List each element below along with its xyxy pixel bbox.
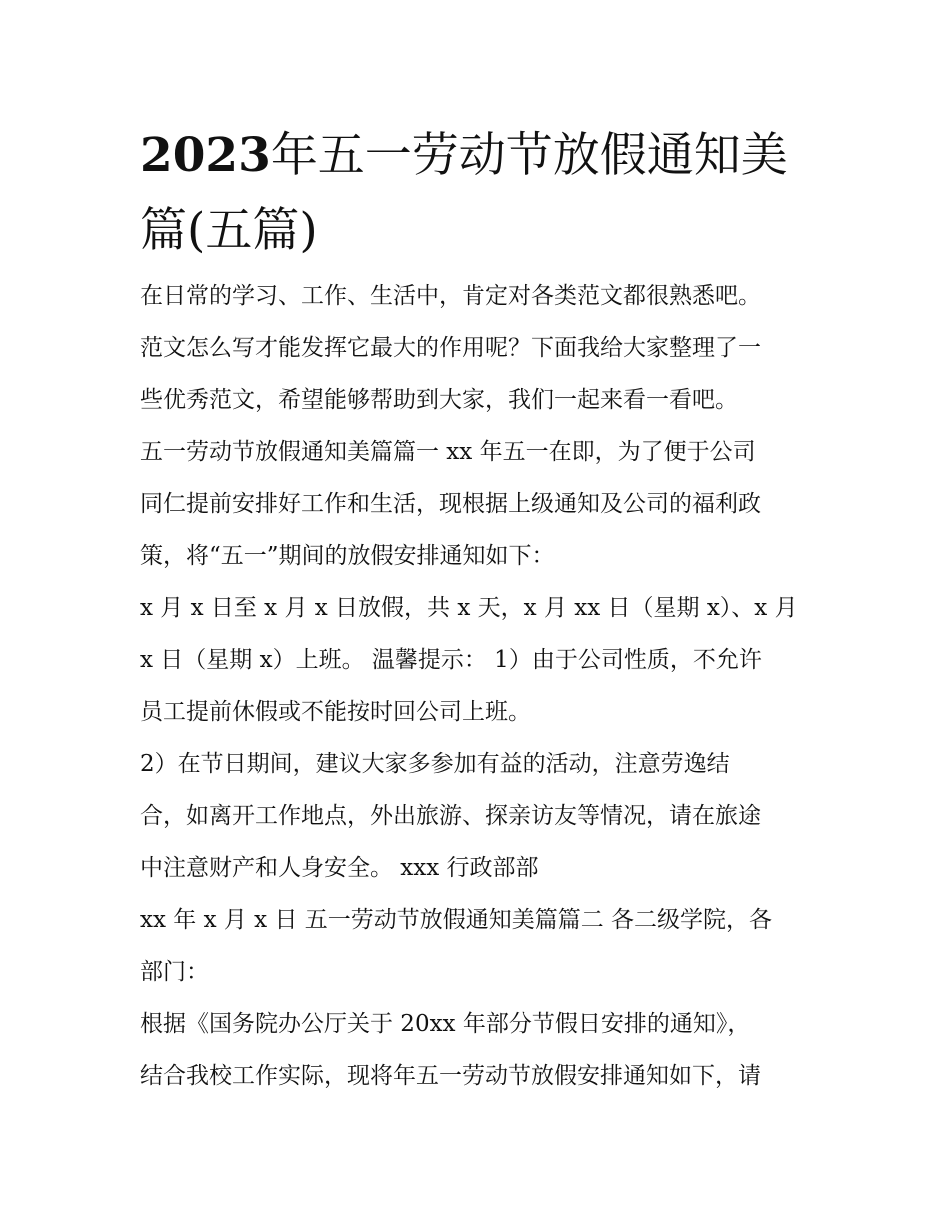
paragraph-line: 合，如离开工作地点，外出旅游、探亲访友等情况，请在旅途 [140, 803, 761, 829]
paragraph-line: 策，将“五一”期间的放假安排通知如下： [140, 543, 555, 569]
paragraph-line: xx 年 x 月 x 日 五一劳动节放假通知美篇篇二 各二级学院，各 [140, 907, 773, 933]
title-line-2: 篇(五篇) [140, 203, 318, 258]
paragraph-line: 些优秀范文，希望能够帮助到大家，我们一起来看一看吧。 [140, 387, 738, 413]
paragraph-line: 员工提前休假或不能按时回公司上班。 [140, 699, 531, 725]
paragraph-line: 在日常的学习、工作、生活中，肯定对各类范文都很熟悉吧。 [140, 283, 761, 309]
paragraph-line: 2）在节日期间，建议大家多参加有益的活动，注意劳逸结 [140, 751, 730, 777]
paragraph-line: x 日（星期 x）上班。 温馨提示： 1）由于公司性质，不允许 [140, 647, 762, 673]
paragraph-line: 结合我校工作实际，现将年五一劳动节放假安排通知如下，请 [140, 1063, 761, 1089]
title-year: 2023 [140, 128, 271, 183]
document-title [140, 118, 830, 268]
title-line-1: 年五一劳动节放假通知美 [270, 128, 788, 183]
paragraph-line: 范文怎么写才能发挥它最大的作用呢？下面我给大家整理了一 [140, 335, 761, 361]
paragraph-line: x 月 x 日至 x 月 x 日放假，共 x 天，x 月 xx 日（星期 x）、x 月 [140, 595, 798, 621]
paragraph-line: 同仁提前安排好工作和生活，现根据上级通知及公司的福利政 [140, 491, 761, 517]
paragraph-line: 中注意财产和人身安全。 xxx 行政部部 [140, 855, 539, 881]
paragraph-line: 根据《国务院办公厅关于 20xx 年部分节假日安排的通知》， [140, 1011, 751, 1037]
paragraph-line: 五一劳动节放假通知美篇篇一 xx 年五一在即，为了便于公司 [140, 439, 756, 465]
paragraph-line: 部门： [140, 959, 209, 985]
